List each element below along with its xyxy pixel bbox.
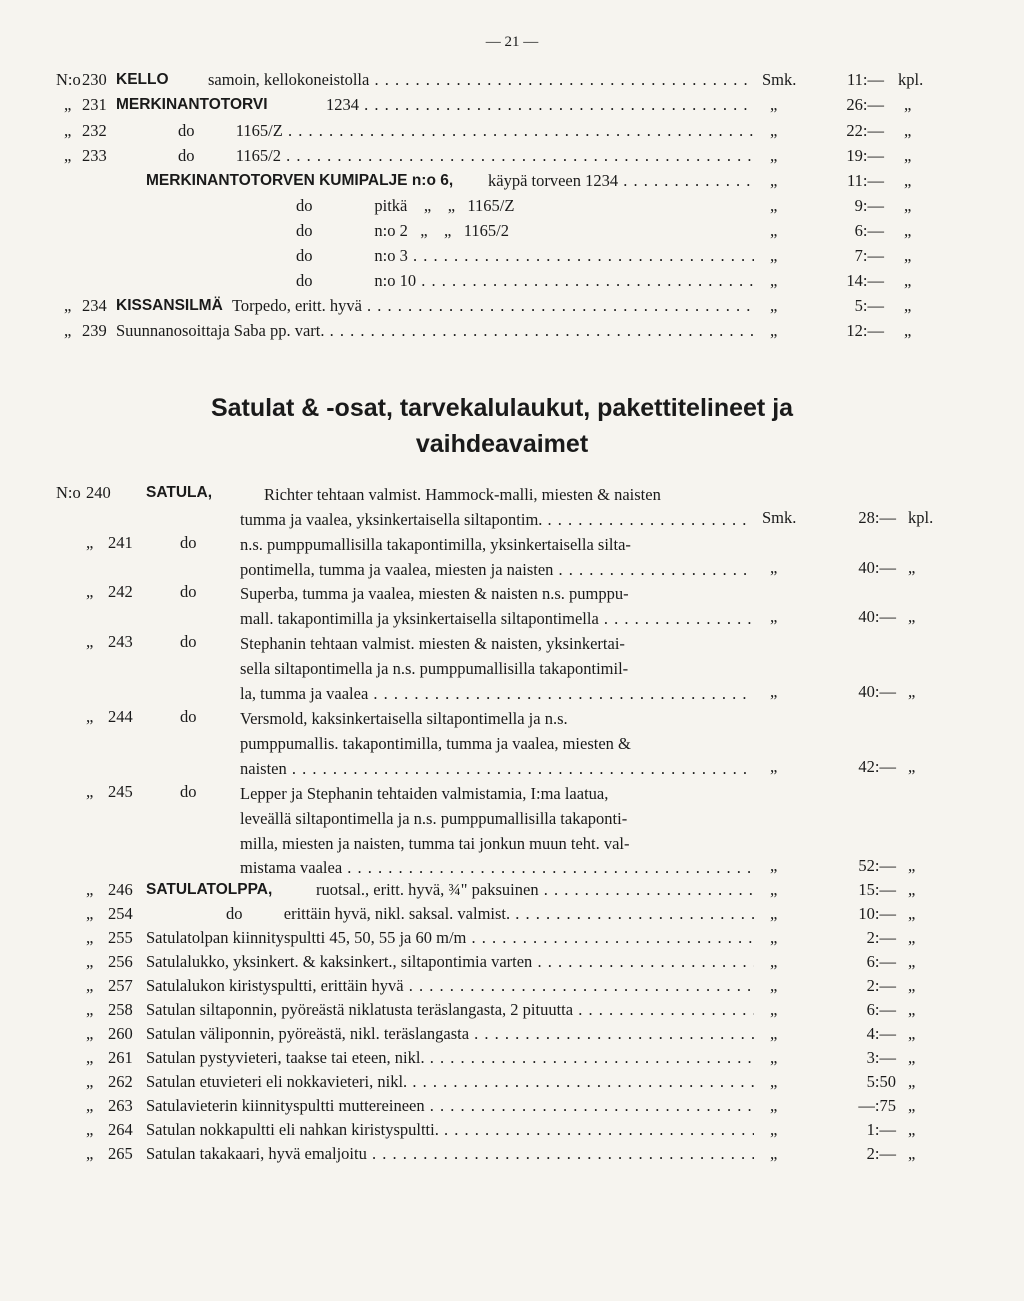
- item-prefix: „: [86, 952, 94, 971]
- item-row: [56, 121, 956, 145]
- item-code: do: [180, 707, 197, 726]
- item-currency: „: [770, 904, 778, 923]
- item-number: 256: [108, 952, 133, 971]
- item-description: Satulan siltaponnin, pyöreästä niklatusta teräslangasta, 2 pituutta . . .: [146, 1000, 754, 1020]
- item-prefix: „: [64, 321, 72, 340]
- item-price: 10:—: [858, 904, 896, 923]
- item-description: Satulan nokkapultti eli nahkan kiristyspultti. . . .: [146, 1120, 754, 1140]
- item-prefix: N:o: [56, 70, 81, 89]
- item-currency: „: [770, 1144, 778, 1163]
- item-row: [56, 321, 956, 345]
- item-unit: „: [908, 1144, 916, 1163]
- item-currency: „: [770, 856, 778, 875]
- item-row: [56, 952, 956, 976]
- item-currency: „: [770, 880, 778, 899]
- item-row: [56, 246, 956, 270]
- item-unit: „: [908, 1096, 916, 1115]
- item-description: Satulavieterin kiinnityspultti muttereineen . . .: [146, 1096, 754, 1116]
- item-unit: kpl.: [908, 508, 934, 527]
- item-description-line: sella siltapontimella ja n.s. pumppumallisilla takapontimil-: [240, 659, 629, 678]
- item-number: 265: [108, 1144, 133, 1163]
- item-code: MERKINANTOTORVI: [116, 96, 268, 113]
- item-prefix: „: [86, 533, 94, 552]
- item-price: 4:—: [866, 1024, 896, 1043]
- item-price: 42:—: [858, 757, 896, 776]
- item-description-line: milla, miesten ja naisten, tumma tai jonkun muun teht. val-: [240, 834, 630, 853]
- item-price: 40:—: [858, 682, 896, 701]
- item-prefix: N:o: [56, 483, 81, 502]
- item-row: [56, 146, 956, 170]
- item-price: 15:—: [858, 880, 896, 899]
- item-description: Satulan etuvieteri eli nokkavieteri, nikl. . . .: [146, 1072, 754, 1092]
- item-unit: „: [904, 296, 912, 315]
- item-unit: „: [904, 146, 912, 165]
- item-currency: „: [770, 952, 778, 971]
- item-price: 40:—: [858, 558, 896, 577]
- item-currency: „: [770, 321, 778, 340]
- item-currency: „: [770, 196, 778, 215]
- item-price: 12:—: [846, 321, 884, 340]
- item-currency: „: [770, 558, 778, 577]
- item-prefix: „: [86, 582, 94, 601]
- item-description-line: Stephanin tehtaan valmist. miesten & naisten, yksinkertai-: [240, 634, 625, 653]
- item-description: do erittäin hyvä, nikl. saksal. valmist. . . .: [226, 904, 754, 924]
- item-prefix: „: [86, 707, 94, 726]
- item-currency: „: [770, 271, 778, 290]
- item-unit: „: [908, 904, 916, 923]
- section-heading: [0, 390, 1004, 462]
- item-currency: „: [770, 1072, 778, 1091]
- item-unit: „: [904, 321, 912, 340]
- item-price: 19:—: [846, 146, 884, 165]
- item-unit: „: [908, 1000, 916, 1019]
- item-description: Satulan pystyvieteri, taakse tai eteen, nikl. . . .: [146, 1048, 754, 1068]
- item-description-line: pumppumallis. takapontimilla, tumma ja vaalea, miesten &: [240, 734, 631, 753]
- item-unit: „: [904, 221, 912, 240]
- item-unit: „: [908, 1072, 916, 1091]
- item-prefix: „: [64, 146, 72, 165]
- section-heading-line-2: vaihdeavaimet: [415, 430, 589, 458]
- item-description: ruotsal., eritt. hyvä, ¾" paksuinen . . .: [316, 880, 754, 900]
- item-row: [56, 196, 956, 220]
- item-prefix: „: [86, 904, 94, 923]
- item-description: Satulatolpan kiinnityspultti 45, 50, 55 ja 60 m/m . . .: [146, 928, 754, 948]
- item-row: [56, 171, 956, 195]
- item-price: —:75: [858, 1096, 896, 1115]
- item-description: do n:o 2 „ „ 1165/2: [296, 221, 509, 240]
- item-prefix: „: [86, 928, 94, 947]
- item-prefix: „: [86, 632, 94, 651]
- item-currency: „: [770, 1048, 778, 1067]
- item-price: 2:—: [866, 976, 896, 995]
- item-unit: „: [908, 757, 916, 776]
- item-description: Satulalukko, yksinkert. & kaksinkert., siltapontimia varten . . .: [146, 952, 754, 972]
- item-price: 6:—: [866, 952, 896, 971]
- item-number: 257: [108, 976, 133, 995]
- item-row: [56, 70, 956, 94]
- item-price: 2:—: [866, 1144, 896, 1163]
- item-number: 254: [108, 904, 133, 923]
- item-description: do 1165/Z . . .: [178, 121, 754, 141]
- item-currency: „: [770, 976, 778, 995]
- item-description-line: n.s. pumppumallisilla takapontimilla, yksinkertaisella silta-: [240, 535, 631, 554]
- item-unit: „: [908, 928, 916, 947]
- item-prefix: „: [64, 95, 72, 114]
- item-row: [56, 1144, 956, 1168]
- item-currency: „: [770, 246, 778, 265]
- item-number: 230: [82, 70, 107, 89]
- item-currency: „: [770, 171, 778, 190]
- item-prefix: „: [86, 976, 94, 995]
- item-unit: „: [904, 246, 912, 265]
- item-currency: „: [770, 757, 778, 776]
- item-number: 245: [108, 782, 133, 801]
- item-code: KISSANSILMÄ: [116, 297, 223, 314]
- item-unit: „: [908, 1048, 916, 1067]
- item-row: [56, 95, 956, 119]
- item-price: 7:—: [854, 246, 884, 265]
- item-price: 28:—: [858, 508, 896, 527]
- item-unit: „: [908, 976, 916, 995]
- item-unit: „: [904, 121, 912, 140]
- item-row: [56, 1072, 956, 1096]
- item-price: 14:—: [846, 271, 884, 290]
- item-currency: „: [770, 682, 778, 701]
- item-description-line: Lepper ja Stephanin tehtaiden valmistamia, I:ma laatua,: [240, 784, 609, 803]
- item-description: Satulalukon kiristyspultti, erittäin hyvä . . .: [146, 976, 754, 996]
- item-number: 255: [108, 928, 133, 947]
- item-unit: „: [908, 952, 916, 971]
- item-currency: „: [770, 1096, 778, 1115]
- item-number: 246: [108, 880, 133, 899]
- item-unit: „: [904, 95, 912, 114]
- item-row: [56, 1024, 956, 1048]
- item-description: Torpedo, eritt. hyvä . . .: [232, 296, 754, 316]
- item-number: 231: [82, 95, 107, 114]
- item-price: 11:—: [847, 70, 884, 89]
- item-description: do n:o 10 . . .: [296, 271, 754, 291]
- item-price: 5:—: [854, 296, 884, 315]
- item-number: 233: [82, 146, 107, 165]
- section-heading-line-1: Satulat & -osat, tarvekalulaukut, pakettitelineet ja: [210, 394, 794, 422]
- item-row: [56, 880, 956, 904]
- item-currency: Smk.: [762, 508, 797, 527]
- item-number: 263: [108, 1096, 133, 1115]
- item-currency: „: [770, 146, 778, 165]
- item-number: 242: [108, 582, 133, 601]
- item-description: Satulan väliponnin, pyöreästä, nikl. teräslangasta . . .: [146, 1024, 754, 1044]
- item-number: 240: [86, 483, 111, 502]
- item-description-line: tumma ja vaalea, yksinkertaisella siltapontim. . . .: [240, 508, 752, 533]
- item-price: 6:—: [854, 221, 884, 240]
- item-description: käypä torveen 1234 . . .: [488, 171, 754, 191]
- item-description-line: mall. takapontimilla ja yksinkertaisella siltapontimella . . .: [240, 607, 752, 632]
- item-price: 9:—: [854, 196, 884, 215]
- item-description-line: leveällä siltapontimella ja n.s. pumppumallisilla takaponti-: [240, 809, 628, 828]
- item-prefix: „: [86, 1048, 94, 1067]
- item-code: MERKINANTOTORVEN KUMIPALJE n:o 6,: [146, 172, 454, 189]
- item-number: 258: [108, 1000, 133, 1019]
- item-code: do: [180, 533, 197, 552]
- item-description: do 1165/2 . . .: [178, 146, 754, 166]
- item-description-line: naisten . . .: [240, 757, 752, 782]
- item-prefix: „: [86, 880, 94, 899]
- page-number: — 21 —: [485, 34, 539, 50]
- item-prefix: „: [86, 1000, 94, 1019]
- item-code: do: [180, 782, 197, 801]
- item-description-line: la, tumma ja vaalea . . .: [240, 682, 752, 707]
- item-unit: „: [904, 171, 912, 190]
- item-price: 22:—: [846, 121, 884, 140]
- item-description-line: Superba, tumma ja vaalea, miesten & naisten n.s. pumppu-: [240, 584, 629, 603]
- item-currency: Smk.: [762, 70, 797, 89]
- item-description: do pitkä „ „ 1165/Z: [296, 196, 515, 215]
- item-description-line: pontimella, tumma ja vaalea, miesten ja naisten . . .: [240, 558, 752, 583]
- item-number: 264: [108, 1120, 133, 1139]
- item-currency: „: [770, 296, 778, 315]
- item-number: 244: [108, 707, 133, 726]
- item-unit: „: [904, 196, 912, 215]
- item-code: do: [180, 582, 197, 601]
- item-currency: „: [770, 1000, 778, 1019]
- item-number: 241: [108, 533, 133, 552]
- item-currency: „: [770, 1120, 778, 1139]
- item-prefix: „: [86, 1072, 94, 1091]
- item-currency: „: [770, 607, 778, 626]
- item-price: 1:—: [866, 1120, 896, 1139]
- item-code: KELLO: [116, 71, 169, 88]
- item-row: [56, 1120, 956, 1144]
- item-price: 26:—: [846, 95, 884, 114]
- item-price: 3:—: [866, 1048, 896, 1067]
- item-prefix: „: [86, 1096, 94, 1115]
- item-row: [56, 221, 956, 245]
- item-price: 11:—: [847, 171, 884, 190]
- item-row: [56, 904, 956, 928]
- item-description-line: mistama vaalea . . .: [240, 856, 752, 881]
- item-number: 232: [82, 121, 107, 140]
- item-description: Satulan takakaari, hyvä emaljoitu . . .: [146, 1144, 754, 1164]
- item-number: 260: [108, 1024, 133, 1043]
- item-number: 261: [108, 1048, 133, 1067]
- item-row: [56, 928, 956, 952]
- item-row: [56, 271, 956, 295]
- item-number: 234: [82, 296, 107, 315]
- item-price: 40:—: [858, 607, 896, 626]
- item-currency: „: [770, 928, 778, 947]
- item-unit: „: [908, 682, 916, 701]
- item-number: 262: [108, 1072, 133, 1091]
- item-description-line: Versmold, kaksinkertaisella siltapontimella ja n.s.: [240, 709, 568, 728]
- item-prefix: „: [86, 1120, 94, 1139]
- item-prefix: „: [86, 1144, 94, 1163]
- item-description: samoin, kellokoneistolla . . .: [208, 70, 754, 90]
- item-unit: „: [904, 271, 912, 290]
- item-description: Suunnanosoittaja Saba pp. vart. . . .: [116, 321, 754, 341]
- item-description: 1234 . . .: [326, 95, 754, 115]
- item-row: [56, 1096, 956, 1120]
- item-row: [56, 976, 956, 1000]
- item-currency: „: [770, 221, 778, 240]
- item-currency: „: [770, 95, 778, 114]
- item-unit: „: [908, 558, 916, 577]
- item-description: do n:o 3 . . .: [296, 246, 754, 266]
- item-currency: „: [770, 121, 778, 140]
- item-price: 5:50: [866, 1072, 896, 1091]
- item-currency: „: [770, 1024, 778, 1043]
- item-code: do: [180, 632, 197, 651]
- item-unit: „: [908, 1024, 916, 1043]
- item-price: 6:—: [866, 1000, 896, 1019]
- item-unit: kpl.: [898, 70, 924, 89]
- item-unit: „: [908, 880, 916, 899]
- item-prefix: „: [64, 296, 72, 315]
- item-prefix: „: [64, 121, 72, 140]
- item-unit: „: [908, 607, 916, 626]
- item-description-line: Richter tehtaan valmist. Hammock-malli, miesten & naisten: [264, 485, 661, 504]
- item-prefix: „: [86, 782, 94, 801]
- item-number: 243: [108, 632, 133, 651]
- item-number: 239: [82, 321, 107, 340]
- item-code: SATULA,: [146, 484, 213, 501]
- item-price: 2:—: [866, 928, 896, 947]
- item-row: [56, 1048, 956, 1072]
- item-unit: „: [908, 1120, 916, 1139]
- item-prefix: „: [86, 1024, 94, 1043]
- item-row: [56, 296, 956, 320]
- item-code: SATULATOLPPA,: [146, 881, 273, 898]
- item-unit: „: [908, 856, 916, 875]
- item-price: 52:—: [858, 856, 896, 875]
- item-row: [56, 1000, 956, 1024]
